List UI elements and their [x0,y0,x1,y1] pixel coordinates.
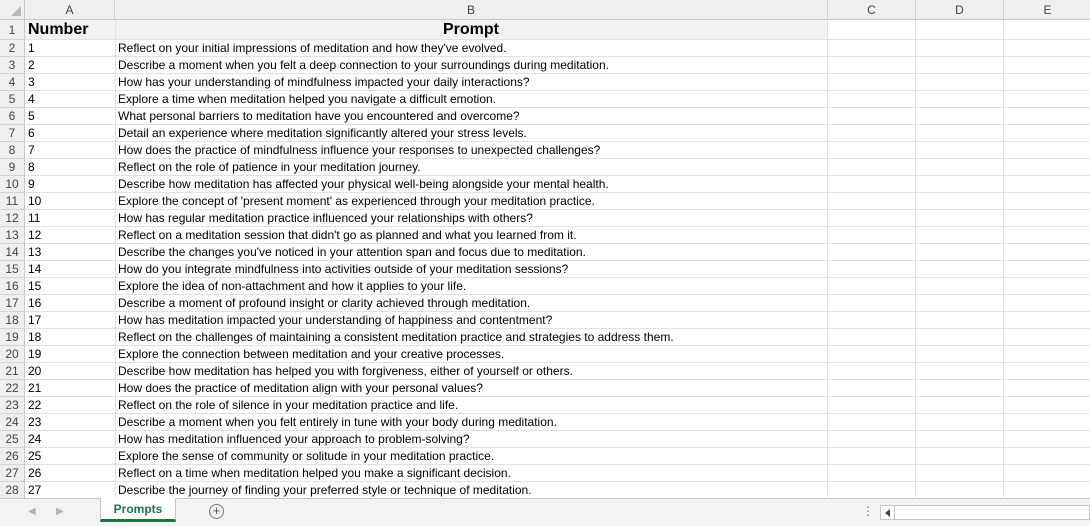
cell-prompt[interactable]: Reflect on a time when meditation helped you make a significant decision. [115,465,827,482]
cell-number[interactable]: 9 [25,176,115,193]
row-header[interactable]: 3 [0,57,25,74]
column-header-a[interactable]: A [25,0,115,20]
cell-prompt[interactable]: Describe the journey of finding your preferred style or technique of meditation. [115,482,827,498]
sheet-tab-prompts[interactable]: Prompts [100,498,176,522]
cell-prompt[interactable]: Reflect on the challenges of maintaining a consistent meditation practice and strategies to address them. [115,329,827,346]
cell-number[interactable]: 23 [25,414,115,431]
cell-number[interactable]: 27 [25,482,115,498]
empty-cell[interactable] [828,57,1090,74]
select-all-triangle-icon [11,6,21,16]
row-header[interactable]: 1 [0,20,25,40]
row-header[interactable]: 8 [0,142,25,159]
cell-prompt[interactable]: Explore the connection between meditation and your creative processes. [115,346,827,363]
empty-cell[interactable] [828,363,1090,380]
row-header[interactable]: 7 [0,125,25,142]
row-header[interactable]: 19 [0,329,25,346]
empty-cell[interactable] [828,465,1090,482]
cell-prompt[interactable]: How do you integrate mindfulness into activities outside of your meditation sessions? [115,261,827,278]
empty-cell[interactable] [828,91,1090,108]
cell-number[interactable]: 19 [25,346,115,363]
cell-number[interactable]: 22 [25,397,115,414]
cell-number[interactable]: 21 [25,380,115,397]
row-header[interactable]: 13 [0,227,25,244]
cell-prompt[interactable]: Reflect on the role of silence in your meditation practice and life. [115,397,827,414]
empty-cell[interactable] [828,142,1090,159]
empty-cell[interactable] [828,312,1090,329]
empty-cell[interactable] [828,20,1090,40]
row-header[interactable]: 5 [0,91,25,108]
row-header[interactable]: 2 [0,40,25,57]
row-header[interactable]: 26 [0,448,25,465]
row-header[interactable]: 15 [0,261,25,278]
empty-cell[interactable] [828,125,1090,142]
cell-number[interactable]: 18 [25,329,115,346]
cell-number[interactable]: 1 [25,40,115,57]
row-header[interactable]: 16 [0,278,25,295]
cell-prompt[interactable]: How has meditation impacted your understanding of happiness and contentment? [115,312,827,329]
header-cell-number[interactable]: Number [25,20,115,40]
empty-cell[interactable] [828,414,1090,431]
empty-cell[interactable] [828,278,1090,295]
empty-cell[interactable] [828,159,1090,176]
cell-number[interactable]: 2 [25,57,115,74]
cell-prompt[interactable]: Describe a moment when you felt a deep connection to your surroundings during meditation. [115,57,827,74]
row-header[interactable]: 24 [0,414,25,431]
empty-cell[interactable] [828,227,1090,244]
horizontal-scrollbar[interactable] [880,505,1090,520]
cell-prompt[interactable]: How has meditation influenced your approach to problem-solving? [115,431,827,448]
empty-cell[interactable] [828,193,1090,210]
cell-prompt[interactable]: Describe a moment of profound insight or clarity achieved through meditation. [115,295,827,312]
row-header[interactable]: 25 [0,431,25,448]
empty-cell[interactable] [828,108,1090,125]
empty-cell[interactable] [828,261,1090,278]
empty-cell[interactable] [828,431,1090,448]
cell-number[interactable]: 7 [25,142,115,159]
empty-cell[interactable] [828,40,1090,57]
row-header[interactable]: 21 [0,363,25,380]
empty-cell[interactable] [828,448,1090,465]
cell-number[interactable]: 16 [25,295,115,312]
cell-prompt[interactable]: Explore the idea of non-attachment and how it applies to your life. [115,278,827,295]
row-header[interactable]: 9 [0,159,25,176]
header-cell-prompt[interactable]: Prompt [115,20,827,40]
cell-number[interactable]: 11 [25,210,115,227]
row-header[interactable]: 23 [0,397,25,414]
cell-prompt[interactable]: How does the practice of mindfulness influence your responses to unexpected challenges? [115,142,827,159]
cell-prompt[interactable]: Describe how meditation has affected your physical well-being alongside your mental health. [115,176,827,193]
cell-number[interactable]: 4 [25,91,115,108]
cell-number[interactable]: 12 [25,227,115,244]
empty-cell[interactable] [828,482,1090,498]
sheet-tab-bar [0,498,1090,526]
empty-cell[interactable] [828,244,1090,261]
row-header[interactable]: 17 [0,295,25,312]
empty-cell[interactable] [828,346,1090,363]
cell-number[interactable]: 24 [25,431,115,448]
empty-cell[interactable] [828,380,1090,397]
add-sheet-icon[interactable]: + [209,504,224,519]
cell-prompt[interactable]: Reflect on a meditation session that didn't go as planned and what you learned from it. [115,227,827,244]
row-header[interactable]: 28 [0,482,25,498]
cell-prompt[interactable]: Explore the concept of 'present moment' as experienced through your meditation practice. [115,193,827,210]
column-header-c[interactable]: C [828,0,916,20]
cell-number[interactable]: 5 [25,108,115,125]
cell-prompt[interactable]: Detail an experience where meditation significantly altered your stress levels. [115,125,827,142]
next-sheet-arrow-icon[interactable]: ▶ [56,506,64,517]
scroll-left-arrow-icon[interactable] [881,506,895,519]
row-header[interactable]: 6 [0,108,25,125]
row-header[interactable]: 22 [0,380,25,397]
cell-number[interactable]: 6 [25,125,115,142]
cell-prompt[interactable]: Describe the changes you've noticed in your attention span and focus due to meditation. [115,244,827,261]
prev-sheet-arrow-icon[interactable]: ◀ [28,506,36,517]
cell-number[interactable]: 13 [25,244,115,261]
cell-prompt[interactable]: Describe a moment when you felt entirely in tune with your body during meditation. [115,414,827,431]
row-header[interactable]: 20 [0,346,25,363]
empty-cell[interactable] [828,329,1090,346]
cell-prompt[interactable]: Explore the sense of community or solitude in your meditation practice. [115,448,827,465]
cell-number[interactable]: 17 [25,312,115,329]
row-header[interactable]: 12 [0,210,25,227]
row-header[interactable]: 27 [0,465,25,482]
row-header[interactable]: 14 [0,244,25,261]
cell-number[interactable]: 26 [25,465,115,482]
cell-prompt[interactable]: Reflect on your initial impressions of meditation and how they've evolved. [115,40,827,57]
empty-cell[interactable] [828,397,1090,414]
cell-number[interactable]: 25 [25,448,115,465]
cell-number[interactable]: 15 [25,278,115,295]
empty-cell[interactable] [828,74,1090,91]
column-header-b[interactable]: B [115,0,828,20]
row-header[interactable]: 11 [0,193,25,210]
cell-prompt[interactable]: How has your understanding of mindfulness impacted your daily interactions? [115,74,827,91]
select-all-corner[interactable] [0,0,25,20]
cell-number[interactable]: 3 [25,74,115,91]
cell-prompt[interactable]: Describe how meditation has helped you with forgiveness, either of yourself or others. [115,363,827,380]
cell-number[interactable]: 20 [25,363,115,380]
empty-cell[interactable] [828,295,1090,312]
cell-number[interactable]: 10 [25,193,115,210]
cell-prompt[interactable]: How does the practice of meditation align with your personal values? [115,380,827,397]
row-header[interactable]: 18 [0,312,25,329]
tab-split-ellipsis-icon[interactable]: ⋮ [862,504,874,518]
column-header-d[interactable]: D [916,0,1004,20]
row-header[interactable]: 4 [0,74,25,91]
cell-prompt[interactable]: Reflect on the role of patience in your meditation journey. [115,159,827,176]
empty-cell[interactable] [828,210,1090,227]
cell-number[interactable]: 8 [25,159,115,176]
cell-number[interactable]: 14 [25,261,115,278]
column-header-e[interactable]: E [1004,0,1090,20]
empty-cell[interactable] [828,176,1090,193]
cell-prompt[interactable]: Explore a time when meditation helped you navigate a difficult emotion. [115,91,827,108]
cell-prompt[interactable]: What personal barriers to meditation have you encountered and overcome? [115,108,827,125]
cell-prompt[interactable]: How has regular meditation practice influenced your relationships with others? [115,210,827,227]
row-header[interactable]: 10 [0,176,25,193]
